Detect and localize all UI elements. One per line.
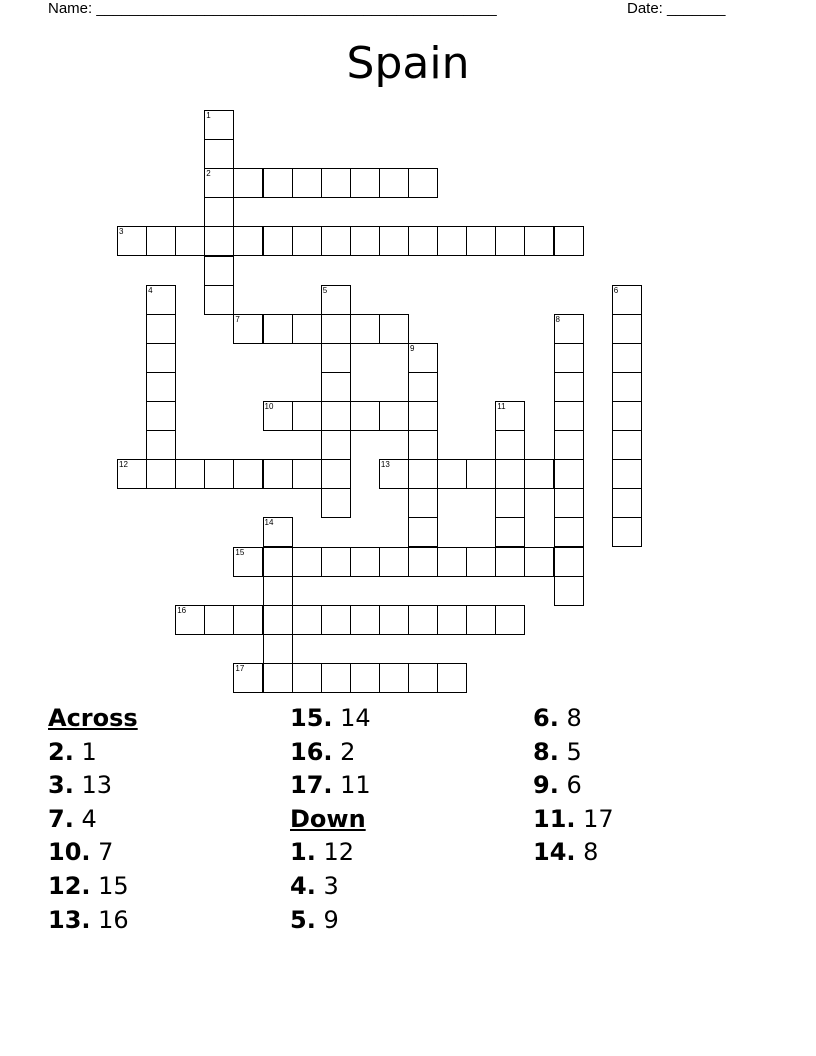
down-clue [290,836,371,870]
grid-cell[interactable] [321,430,351,460]
grid-cell[interactable] [612,488,642,518]
clue-number-label: 14. [533,838,576,867]
down-clue [290,904,371,938]
grid-cell[interactable] [495,547,525,577]
grid-cell[interactable] [524,226,554,256]
grid-cell[interactable] [263,459,293,489]
down-heading-text: Down [290,804,366,833]
grid-cell[interactable] [292,314,322,344]
date-field-label[interactable]: Date: _______ [627,0,726,17]
clue-number: 6 [613,285,619,295]
clue-number-label: 7. [48,804,74,833]
clue-text: 11 [340,771,371,800]
grid-cell[interactable] [408,343,438,373]
clue-text: 16 [98,905,129,934]
grid-cell[interactable] [117,459,147,489]
grid-cell[interactable] [350,663,380,693]
clue-number-label: 2. [48,737,74,766]
grid-cell[interactable] [495,488,525,518]
clue-number-label: 15. [290,704,333,732]
grid-cell[interactable] [146,459,176,489]
clue-text: 5 [566,737,582,766]
grid-cell[interactable] [204,110,234,140]
grid-cell[interactable] [408,226,438,256]
grid-cell[interactable] [408,547,438,577]
grid-cell[interactable] [321,343,351,373]
grid-cell[interactable] [175,226,205,256]
grid-cell[interactable] [321,459,351,489]
clue-number: 8 [555,314,560,324]
clue-number: 17 [235,663,245,673]
grid-cell[interactable] [350,401,380,431]
grid-cell[interactable] [408,168,438,198]
grid-cell[interactable] [204,139,234,169]
clue-number: 15 [235,547,245,557]
grid-cell[interactable] [233,547,263,577]
grid-cell[interactable] [175,605,205,635]
clue-number: 4 [148,285,153,295]
clue-text: 15 [98,871,129,900]
clue-number: 9 [410,343,415,353]
grid-cell[interactable] [350,314,380,344]
clue-number: 1 [206,111,211,120]
grid-cell[interactable] [146,285,176,315]
grid-cell[interactable] [437,547,467,577]
clue-text: 3 [323,871,339,900]
clue-text: 14 [340,704,371,732]
grid-cell[interactable] [321,605,351,635]
grid-cell[interactable] [204,197,234,227]
clue-text: 6 [566,771,582,800]
clue-number: 2 [206,169,211,179]
grid-cell[interactable] [612,343,642,373]
grid-cell[interactable] [379,459,409,489]
clue-number-label: 8. [533,737,559,766]
clue-text: 12 [323,838,355,867]
grid-cell[interactable] [466,605,496,635]
grid-cell[interactable] [437,226,467,256]
grid-cell[interactable] [321,663,351,693]
grid-cell[interactable] [554,343,584,373]
clue-number-label: 3. [48,771,74,800]
grid-cell[interactable] [495,517,525,547]
across-clue [48,904,138,938]
grid-cell[interactable] [495,430,525,460]
clue-number-label: 10. [48,838,91,867]
grid-cell[interactable] [408,663,438,693]
grid-cell[interactable] [495,226,525,256]
grid-cell[interactable] [408,517,438,547]
grid-cell[interactable] [117,226,147,256]
across-clue [290,702,371,736]
grid-cell[interactable] [379,605,409,635]
grid-cell[interactable] [146,430,176,460]
grid-cell[interactable] [408,372,438,402]
name-field-label[interactable]: Name: ________________________________________________ [48,0,497,17]
clue-number: 11 [497,402,506,411]
down-clue [533,803,614,837]
grid-cell[interactable] [146,401,176,431]
grid-cell[interactable] [612,401,642,431]
across-heading [48,702,138,736]
grid-cell[interactable] [495,401,525,431]
grid-cell[interactable] [321,488,351,518]
down-clue [533,836,614,870]
across-clue [48,803,138,837]
page-title: Spain [346,38,470,89]
grid-cell[interactable] [292,605,322,635]
grid-cell[interactable] [204,226,234,256]
grid-cell[interactable] [292,663,322,693]
down-heading [290,803,371,837]
clue-text: 4 [81,804,97,833]
grid-cell[interactable] [379,401,409,431]
grid-cell[interactable] [554,576,584,606]
grid-cell[interactable] [292,226,322,256]
grid-cell[interactable] [146,372,176,402]
grid-cell[interactable] [263,401,293,431]
grid-cell[interactable] [263,576,293,606]
grid-cell[interactable] [321,314,351,344]
clue-number-label: 12. [48,871,91,900]
down-clue [290,870,371,904]
clue-number-label: 11. [533,804,576,833]
grid-cell[interactable] [612,459,642,489]
grid-cell[interactable] [408,459,438,489]
clue-number: 10 [264,402,274,411]
grid-cell[interactable] [612,285,642,315]
grid-cell[interactable] [554,547,584,577]
clue-text: 17 [583,804,614,833]
grid-cell[interactable] [554,430,584,460]
grid-cell[interactable] [437,605,467,635]
clue-text: 1 [81,737,97,766]
across-clue [48,836,138,870]
grid-cell[interactable] [554,488,584,518]
grid-cell[interactable] [263,314,293,344]
clue-column-2 [290,702,371,937]
grid-cell[interactable] [292,168,322,198]
grid-cell[interactable] [204,256,234,286]
clue-number-label: 5. [290,905,316,934]
grid-cell[interactable] [554,459,584,489]
clue-number: 14 [264,518,274,528]
clue-text: 9 [323,905,339,934]
grid-cell[interactable] [379,547,409,577]
grid-cell[interactable] [554,314,584,344]
grid-cell[interactable] [233,605,263,635]
clue-column-3 [533,702,614,870]
grid-cell[interactable] [612,314,642,344]
grid-cell[interactable] [263,226,293,256]
grid-cell[interactable] [554,372,584,402]
grid-cell[interactable] [466,547,496,577]
grid-cell[interactable] [292,401,322,431]
grid-cell[interactable] [379,314,409,344]
across-clue [48,870,138,904]
grid-cell[interactable] [233,168,263,198]
grid-cell[interactable] [612,517,642,547]
grid-cell[interactable] [204,605,234,635]
grid-cell[interactable] [321,226,351,256]
grid-cell[interactable] [292,459,322,489]
clue-column-1 [48,702,138,937]
grid-cell[interactable] [233,663,263,693]
clue-number: 3 [119,227,124,237]
grid-cell[interactable] [146,314,176,344]
across-clue [48,769,138,803]
grid-cell[interactable] [146,226,176,256]
grid-cell[interactable] [408,605,438,635]
grid-cell[interactable] [292,547,322,577]
grid-cell[interactable] [408,401,438,431]
grid-cell[interactable] [408,488,438,518]
grid-cell[interactable] [321,372,351,402]
grid-cell[interactable] [350,605,380,635]
grid-cell[interactable] [554,517,584,547]
clue-number: 12 [119,460,128,470]
clue-number: 5 [322,285,328,295]
down-clue [533,702,614,736]
grid-cell[interactable] [379,168,409,198]
grid-cell[interactable] [379,663,409,693]
grid-cell[interactable] [612,372,642,402]
clue-number-label: 1. [290,838,316,867]
across-clue [48,736,138,770]
grid-cell[interactable] [408,430,438,460]
down-clue [533,736,614,770]
clue-text: 7 [98,838,114,867]
grid-cell[interactable] [263,663,293,693]
clue-number: 7 [235,314,240,324]
grid-cell[interactable] [263,605,293,635]
clue-text: 2 [340,737,356,766]
grid-cell[interactable] [612,430,642,460]
grid-cell[interactable] [495,605,525,635]
grid-cell[interactable] [379,226,409,256]
clue-number: 13 [380,460,390,470]
grid-cell[interactable] [350,168,380,198]
grid-cell[interactable] [350,547,380,577]
grid-cell[interactable] [554,226,584,256]
clue-number-label: 16. [290,737,333,766]
grid-cell[interactable] [233,459,263,489]
grid-cell[interactable] [437,459,467,489]
grid-cell[interactable] [204,168,234,198]
across-clue [290,736,371,770]
clue-number-label: 9. [533,771,559,800]
grid-cell[interactable] [350,226,380,256]
clue-number-label: 17. [290,771,333,800]
grid-cell[interactable] [321,168,351,198]
grid-cell[interactable] [495,459,525,489]
grid-cell[interactable] [233,314,263,344]
clue-text: 8 [583,838,599,867]
grid-cell[interactable] [524,547,554,577]
grid-cell[interactable] [466,226,496,256]
clue-text: 13 [81,771,113,800]
grid-cell[interactable] [466,459,496,489]
grid-cell[interactable] [263,168,293,198]
grid-cell[interactable] [204,285,234,315]
across-clue [290,769,371,803]
grid-cell[interactable] [321,547,351,577]
grid-cell[interactable] [437,663,467,693]
grid-cell[interactable] [263,634,293,664]
grid-cell[interactable] [146,343,176,373]
grid-cell[interactable] [321,401,351,431]
across-heading-text: Across [48,704,138,732]
clue-number-label: 4. [290,871,316,900]
clue-text: 8 [566,704,582,732]
clue-number-label: 6. [533,704,559,732]
grid-cell[interactable] [233,226,263,256]
grid-cell[interactable] [175,459,205,489]
clue-number: 16 [177,605,187,615]
down-clue [533,769,614,803]
grid-cell[interactable] [263,517,293,547]
grid-cell[interactable] [321,285,351,315]
grid-cell[interactable] [204,459,234,489]
clue-number-label: 13. [48,905,91,934]
grid-cell[interactable] [554,401,584,431]
grid-cell[interactable] [524,459,554,489]
grid-cell[interactable] [263,547,293,577]
